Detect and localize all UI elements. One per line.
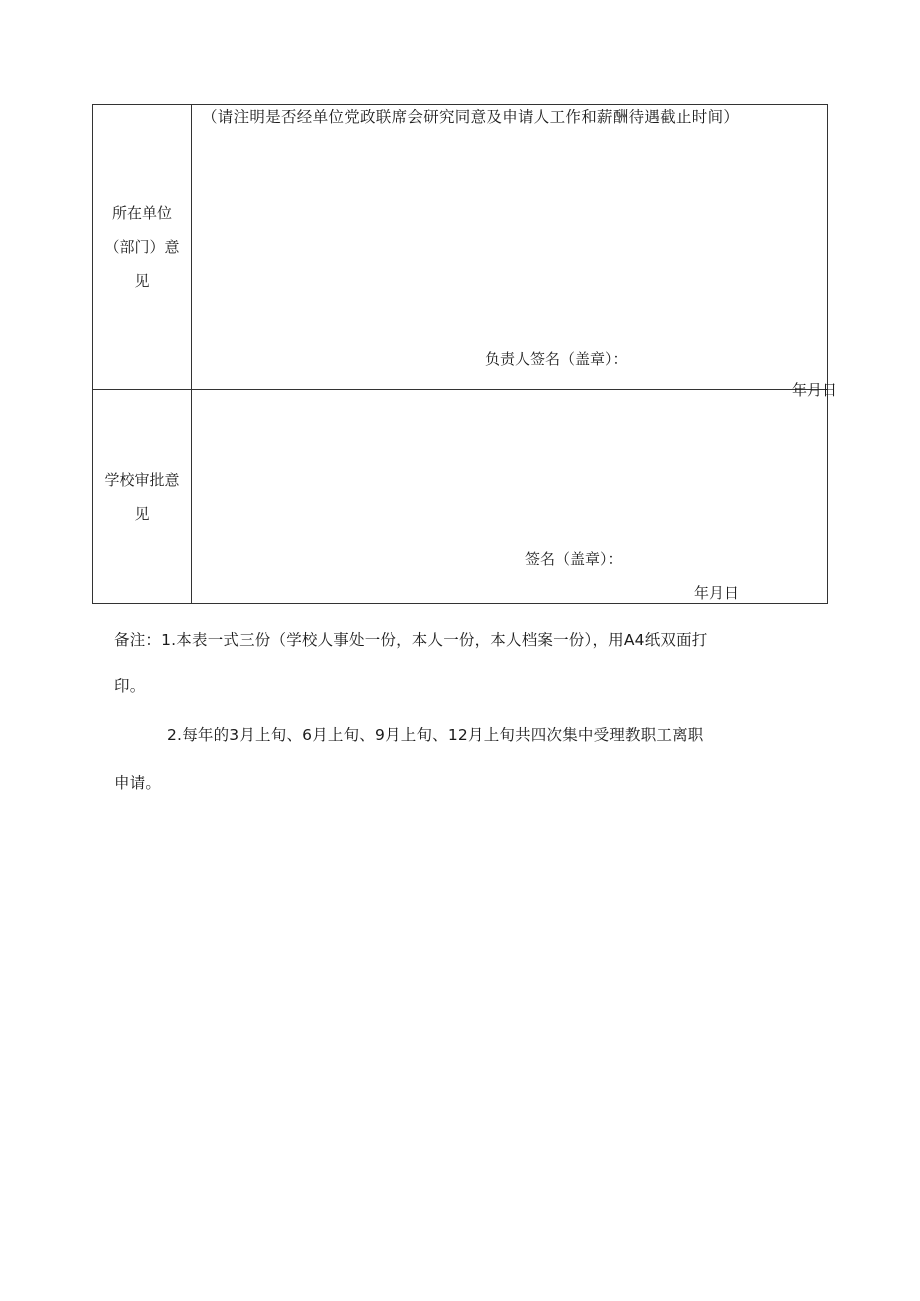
department-opinion-label-line2: （部门）意 xyxy=(104,238,180,256)
school-approval-label-line2: 见 xyxy=(134,504,150,523)
school-signature-label: 签名（盖章）： xyxy=(525,550,623,568)
school-approval-field[interactable] xyxy=(192,390,827,603)
approval-form-table xyxy=(92,104,838,604)
school-approval-row xyxy=(93,390,827,603)
note-1-line-2: 印。 xyxy=(114,677,146,695)
department-head-signature-label: 负责人签名（盖章）： xyxy=(485,350,628,368)
department-opinion-row xyxy=(93,105,838,399)
note-1-line-1: 备注：1.本表一式三份（学校人事处一份，本人一份，本人档案一份），用A4纸双面打 xyxy=(114,631,708,649)
department-opinion-label-line1: 所在单位 xyxy=(111,204,172,222)
department-date-label: 年月日 xyxy=(792,381,838,399)
note-2-line-1: 2.每年的3月上旬、6月上旬、9月上旬、12月上旬共四次集中受理教职工离职 xyxy=(167,726,704,744)
school-approval-label-line1: 学校审批意 xyxy=(104,470,180,489)
department-opinion-label-line3: 见 xyxy=(134,272,150,290)
school-approval-label xyxy=(93,390,192,603)
department-opinion-instruction: （请注明是否经单位党政联席会研究同意及申请人工作和薪酬待遇截止时间） xyxy=(202,108,740,126)
department-opinion-label xyxy=(93,105,192,389)
department-opinion-field[interactable] xyxy=(192,105,838,399)
note-2-line-2: 申请。 xyxy=(114,774,162,792)
school-date-label: 年月日 xyxy=(694,584,740,602)
